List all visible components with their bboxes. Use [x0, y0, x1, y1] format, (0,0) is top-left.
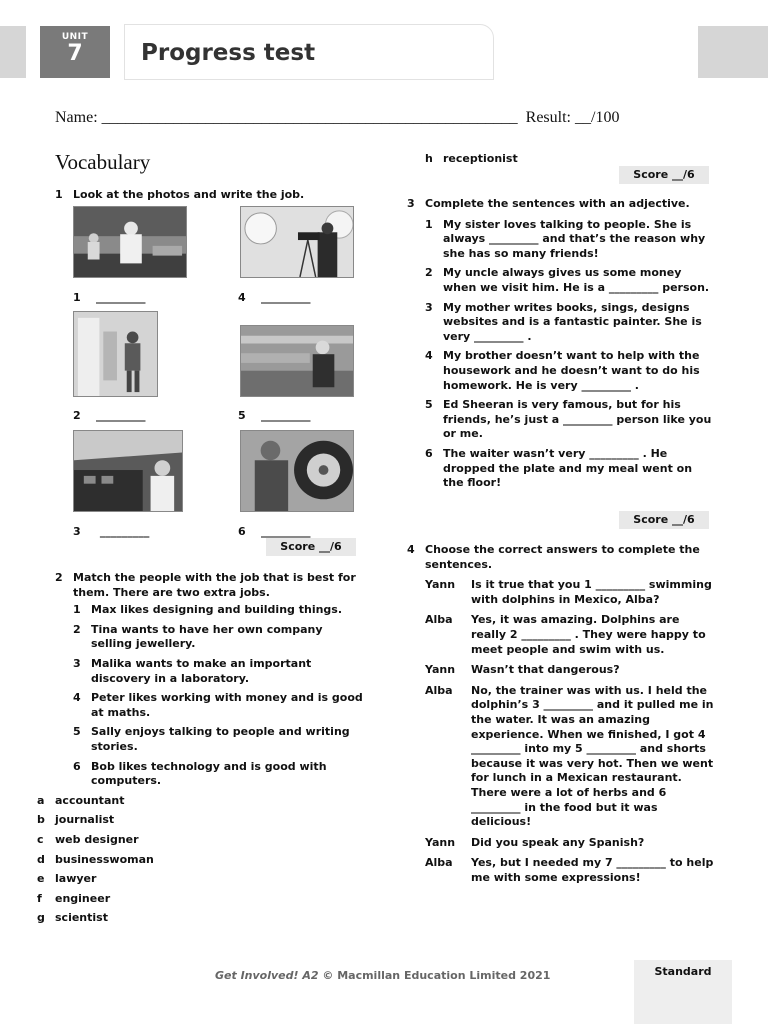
- footer-copyright: [215, 969, 550, 982]
- exercise-1: [55, 188, 365, 203]
- list-item: 4 My brother doesn’t want to help with the housework and he doesn’t want to do his homework. He is very _________ .: [425, 349, 700, 392]
- result-value: __/100: [575, 109, 620, 126]
- level-box: [634, 960, 732, 1024]
- exercise-number: 4: [407, 543, 415, 556]
- answer-blank: _________: [95, 409, 146, 422]
- exercise-number: 1: [55, 188, 63, 201]
- book-title: Get Involved! A2: [215, 969, 319, 982]
- list-item: 3 Malika wants to make an important discovery in a laboratory.: [73, 656, 312, 685]
- photo-number: 3: [73, 525, 81, 538]
- exercise-3: [407, 197, 715, 496]
- level-label: Standard: [654, 965, 712, 978]
- photo-number: 1: [73, 291, 81, 304]
- answer-blank: _________: [260, 525, 311, 538]
- list-item: 6 Bob likes technology and is good with computers.: [73, 759, 327, 788]
- page-title: Progress test: [141, 40, 316, 66]
- name-label: Name:: [55, 109, 98, 126]
- exercise-number: 3: [407, 197, 415, 210]
- photo-chef: [73, 206, 187, 278]
- speaker: Alba: [425, 683, 453, 697]
- photo-label-1: [73, 291, 145, 304]
- exercise-instruction: Look at the photos and write the job.: [73, 188, 305, 201]
- photo-label-2: [73, 409, 145, 422]
- list-item: 2 Tina wants to have her own company selling jewellery.: [73, 622, 323, 651]
- score-box-ex3: Score __/6: [619, 511, 709, 529]
- copyright-text: © Macmillan Education Limited 2021: [322, 969, 551, 982]
- job-option-h: h receptionist: [425, 152, 518, 165]
- photo-number: 5: [238, 409, 246, 422]
- list-item: 3 My mother writes books, sings, designs websites and is a fantastic painter. She is very _________ .: [425, 300, 702, 343]
- speaker: Yann: [425, 835, 456, 849]
- exercise-4: [407, 543, 715, 891]
- score-box-ex1: Score __/6: [266, 538, 356, 556]
- list-item: 5 Ed Sheeran is very famous, but for his friends, he’s just a _________ person like you or me.: [425, 398, 712, 441]
- photo-pilot: [73, 430, 183, 512]
- answer-blank: _________: [260, 291, 311, 304]
- answer-blank: _________: [99, 525, 150, 538]
- unit-label: UNIT: [61, 32, 89, 42]
- speaker: Alba: [425, 856, 453, 870]
- photo-label-3: [73, 525, 149, 538]
- name-blank: ____________________________________________________: [101, 109, 518, 126]
- job-option: g scientist: [37, 911, 108, 925]
- dialog-line: Alba Yes, but I needed my 7 _________ to help me with some expressions!: [425, 856, 714, 884]
- photo-number: 4: [238, 291, 246, 304]
- dialog-line: Alba Yes, it was amazing. Dolphins are really 2 _________ . They were happy to meet people and swim with us.: [425, 613, 706, 656]
- photo-number: 6: [238, 525, 246, 538]
- list-item: 1 My sister loves talking to people. She is always _________ and that’s the reason why she has so many friends!: [425, 217, 706, 260]
- answer-blank: _________: [260, 409, 311, 422]
- exercise-number: 2: [55, 571, 63, 584]
- list-item: 6 The waiter wasn’t very _________ . He dropped the plate and my meal went on the floor!: [425, 446, 693, 490]
- title-box: [124, 24, 494, 80]
- section-heading-vocabulary: Vocabulary: [55, 150, 151, 174]
- speaker: Alba: [425, 613, 453, 627]
- dialog-line: Yann Is it true that you 1 _________ swimming with dolphins in Mexico, Alba?: [425, 578, 712, 606]
- speaker: Yann: [425, 663, 456, 677]
- unit-number: 7: [67, 41, 83, 66]
- job-option: b journalist: [37, 813, 115, 827]
- photo-scientist: [73, 311, 158, 397]
- job-option: c web designer: [37, 832, 139, 846]
- photo-shop-assistant: [240, 325, 354, 397]
- exercise-2: [37, 571, 367, 931]
- name-result-line: [55, 109, 665, 127]
- exercise-instruction: Complete the sentences with an adjective.: [425, 197, 690, 210]
- list-item: 4 Peter likes working with money and is good at maths.: [73, 691, 363, 719]
- dialog-line: Yann Wasn’t that dangerous?: [425, 663, 620, 677]
- score-box-ex2: Score __/6: [619, 166, 709, 184]
- dialog-line: Alba No, the trainer was with us. I held the dolphin’s 3 _________ and it pulled me in the water. It was an amazing experience. When we finished, I got 4 _________ into my 5 _________ and shorts because it was very hot. Then we went for lunch in a Mexican restaurant. There were a lot of herbs and 6 _________ in the food but it was delicious!: [425, 683, 714, 829]
- photo-photographer: [240, 206, 354, 278]
- result-label: Result:: [525, 109, 571, 126]
- speaker: Yann: [425, 578, 456, 592]
- photo-label-5: [238, 409, 310, 422]
- job-option: f engineer: [37, 891, 111, 905]
- unit-badge: [40, 26, 110, 78]
- answer-blank: _________: [95, 291, 146, 304]
- photo-label-4: [238, 291, 310, 304]
- dialog-line: Yann Did you speak any Spanish?: [425, 835, 645, 849]
- photo-label-6: [238, 525, 310, 538]
- photo-number: 2: [73, 409, 81, 422]
- list-item: 2 My uncle always gives us some money when we visit him. He is a _________ person.: [425, 266, 710, 294]
- job-option: a accountant: [37, 793, 125, 807]
- photo-mechanic: [240, 430, 354, 512]
- exercise-instruction: Match the people with the job that is best for them. There are two extra jobs.: [73, 571, 356, 599]
- list-item: 1 Max likes designing and building things.: [73, 603, 343, 617]
- exercise-instruction: Choose the correct answers to complete the sentences.: [425, 543, 700, 571]
- job-option: d businesswoman: [37, 852, 154, 866]
- job-option: e lawyer: [37, 872, 97, 886]
- list-item: 5 Sally enjoys talking to people and writing stories.: [73, 725, 350, 753]
- header-tab-left: [0, 26, 26, 78]
- header-tab-right: [698, 26, 768, 78]
